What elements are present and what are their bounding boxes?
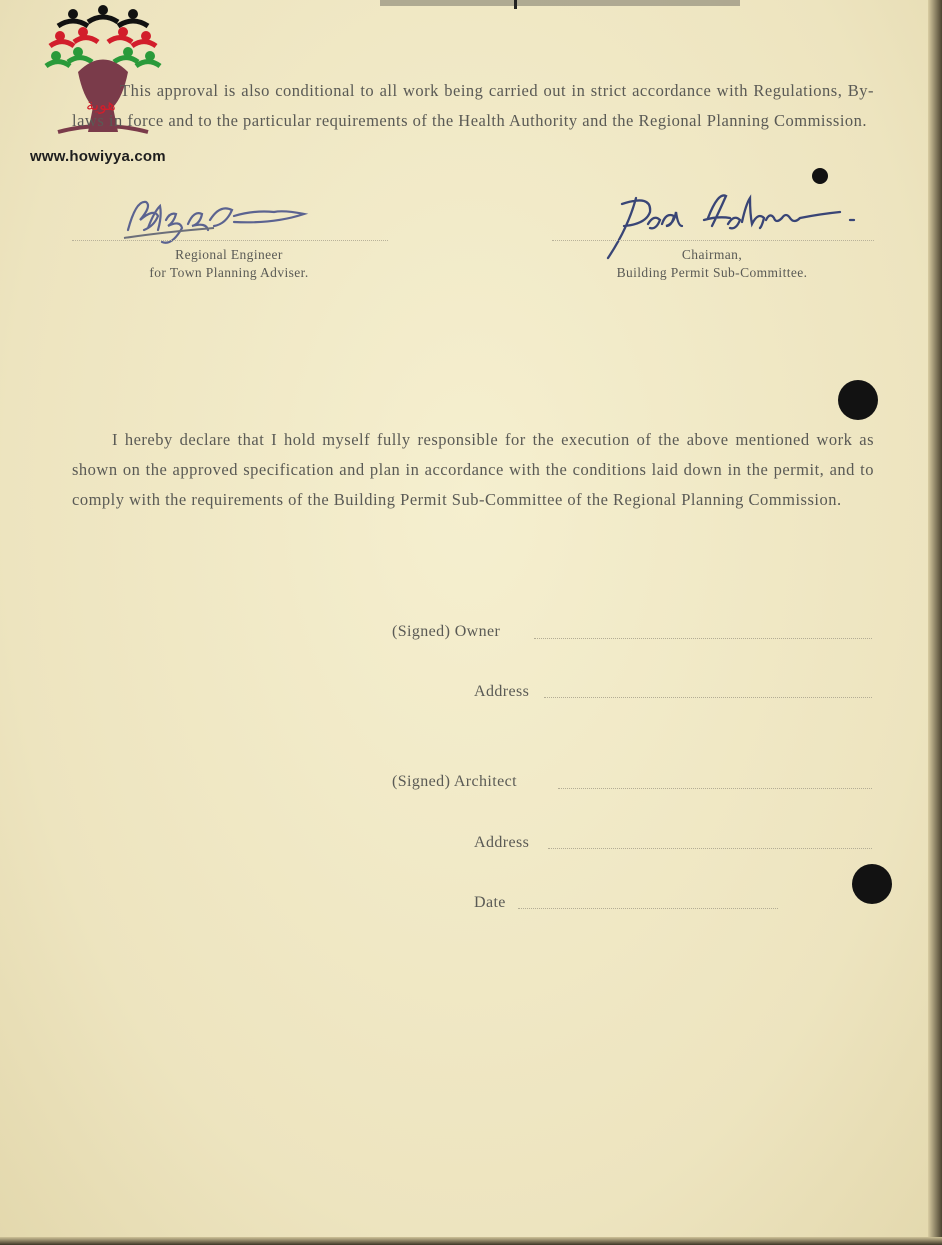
right-signature-title: Chairman, — [681, 247, 743, 262]
architect-signature-label: (Signed) Architect — [392, 773, 517, 790]
declaration-paragraph: I hereby declare that I hold myself fully responsible for the execution of the above mentioned work as shown on the approved specification and plan in accordance with the conditions laid down in the permit, and to comply with the requirements of the Building Permit Sub-Committee of the Regional Planning Commission. — [72, 430, 874, 509]
right-page-edge — [928, 0, 942, 1245]
architect-address-label: Address — [474, 834, 530, 851]
left-signature-subtitle: for Town Planning Adviser. — [149, 265, 309, 280]
left-handwritten-signature — [118, 190, 348, 250]
owner-signature-field[interactable] — [534, 638, 872, 639]
architect-signature-field[interactable] — [558, 788, 872, 789]
top-edge-strip — [380, 0, 740, 6]
punch-hole-upper — [838, 380, 878, 420]
date-field[interactable] — [518, 908, 778, 909]
date-label: Date — [474, 894, 506, 911]
left-signature-line — [72, 240, 388, 241]
right-signature-line — [552, 240, 874, 241]
owner-address-label: Address — [474, 683, 530, 700]
approval-paragraph: This approval is also conditional to all work being carried out in strict accordance with Regulations, By-laws in force and to the particular requirements of the Health Authority and the Regional Planning Commission. — [72, 81, 874, 130]
bottom-page-edge — [0, 1237, 942, 1245]
top-edge-mark — [514, 0, 517, 9]
watermark-url: www.howiyya.com — [30, 148, 166, 165]
owner-signature-label: (Signed) Owner — [392, 623, 501, 640]
owner-address-field[interactable] — [544, 697, 872, 698]
svg-text:ﻫﻮﻳﺔ: ﻫﻮﻳﺔ — [86, 95, 116, 114]
architect-address-field[interactable] — [548, 848, 872, 849]
ink-dot — [812, 168, 828, 184]
left-signature-title: Regional Engineer — [175, 247, 283, 262]
punch-hole-lower — [852, 864, 892, 904]
right-signature-subtitle: Building Permit Sub-Committee. — [616, 265, 808, 280]
